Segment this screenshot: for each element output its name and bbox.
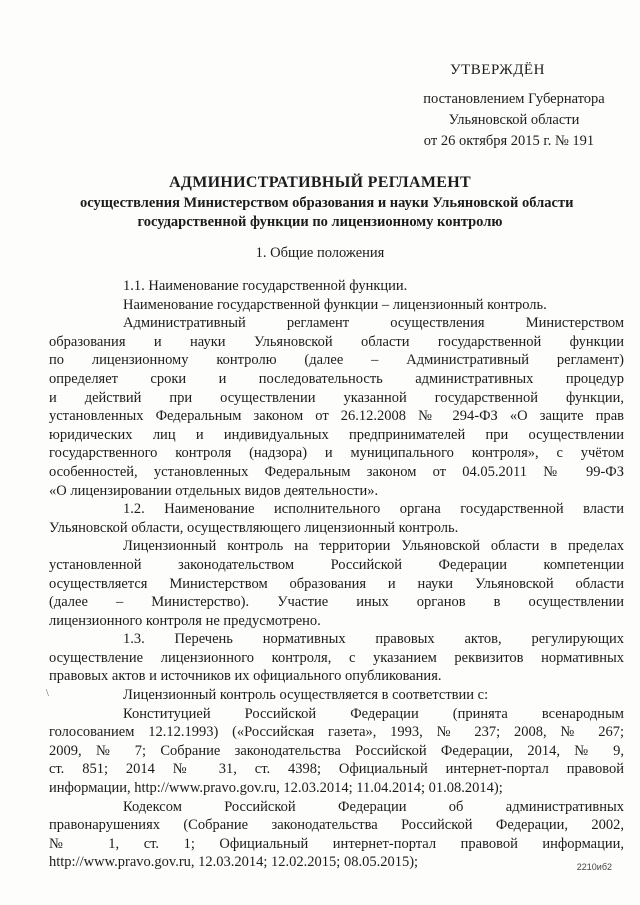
paragraph-line: «О лицензировании отдельных видов деятельности». bbox=[49, 482, 379, 499]
approval-line-1: постановлением Губернатора bbox=[423, 91, 605, 107]
approval-heading: УТВЕРЖДЁН bbox=[450, 62, 545, 78]
paragraph-line: правовых актов и источников их официального опубликования. bbox=[49, 668, 442, 685]
paragraph-line: Лицензионный контроль осуществляется в соответствии с: bbox=[123, 687, 489, 704]
paragraph bbox=[49, 798, 624, 872]
paragraph-line: Лицензионный контроль на территории Ульяновской области в пределах bbox=[123, 538, 624, 555]
paragraph-line: голосованием 12.12.1993) («Российская газета», 1993, № 237; 2008, № 267; bbox=[49, 724, 624, 741]
paragraph bbox=[49, 705, 624, 798]
title-subtitle-2: государственной функции по лицензионному контролю bbox=[137, 214, 503, 230]
paragraph-line: правонарушениях (Собрание законодательства Российской Федерации, 2002, bbox=[49, 817, 624, 834]
paragraph-line: установленных Федеральным законом от 26.12.2008 № 294-ФЗ «О защите прав bbox=[49, 408, 624, 425]
paragraph-line: ст. 851; 2014 № 31, ст. 4398; Официальный интернет-портал правовой bbox=[49, 761, 624, 778]
title-subtitle-1: осуществления Министерством образования и науки Ульяновской области bbox=[80, 195, 574, 211]
paragraph bbox=[86, 277, 624, 296]
paragraph-line: 1.3. Перечень нормативных правовых актов, регулирующих bbox=[123, 631, 624, 648]
paragraph bbox=[86, 686, 624, 705]
paragraph-line: (далее – Министерство). Участие иных органов в осуществлении bbox=[49, 594, 624, 611]
paragraph bbox=[49, 537, 624, 630]
paragraph-line: Конституцией Российской Федерации (принята всенародным bbox=[123, 705, 624, 722]
paragraph-line: Административный регламент осуществления Министерством bbox=[123, 315, 624, 332]
paragraph bbox=[49, 630, 624, 686]
paragraph-line: образования и науки Ульяновской области государственной функции bbox=[49, 333, 624, 350]
paragraph-line: определяет сроки и последовательность административных процедур bbox=[49, 370, 624, 387]
approval-stamp bbox=[404, 60, 624, 152]
paragraph-line: Ульяновской области, осуществляющего лицензионный контроль. bbox=[49, 519, 459, 536]
paragraph-line: http://www.pravo.gov.ru, 12.03.2014; 12.02.2015; 08.05.2015); bbox=[49, 854, 419, 871]
paragraph-line: осуществляется Министерством образования и науки Ульяновской области bbox=[49, 575, 624, 592]
section-heading: 1. Общие положения bbox=[255, 245, 385, 261]
paragraph-line: юридических лиц и индивидуальных предпринимателей при осуществлении bbox=[49, 426, 624, 443]
paragraph bbox=[49, 500, 624, 537]
approval-line-2: Ульяновской области bbox=[448, 112, 580, 128]
paragraph-line: осуществление лицензионного контроля, с указанием реквизитов нормативных bbox=[49, 649, 624, 666]
paragraph bbox=[49, 314, 624, 500]
paragraph-line: № 1, ст. 1; Официальный интернет-портал правовой информации, bbox=[49, 835, 624, 852]
paragraph-line: установленной законодательством Российской Федерации компетенции bbox=[49, 556, 624, 573]
paragraph-line: 2009, № 7; Собрание законодательства Российской Федерации, 2014, № 9, bbox=[49, 742, 624, 759]
paragraph-line: лицензионного контроля не предусмотрено. bbox=[49, 612, 321, 629]
paragraph-line: государственного контроля (надзора) и муниципального контроля», с учётом bbox=[49, 445, 624, 462]
paragraph-line: информации, http://www.pravo.gov.ru, 12.03.2014; 11.04.2014; 01.08.2014); bbox=[49, 780, 503, 797]
footer-code: 2210иб2 bbox=[576, 862, 612, 872]
approval-line-3: от 26 октября 2015 г. № 191 bbox=[423, 133, 595, 149]
paragraph-line: Кодексом Российской Федерации об административных bbox=[123, 798, 624, 815]
paragraph-line: особенностей, установленных Федеральным законом от 04.05.2011 № 99-ФЗ bbox=[49, 463, 624, 480]
title-main: АДМИНИСТРАТИВНЫЙ РЕГЛАМЕНТ bbox=[169, 174, 471, 191]
paragraph-line: 1.2. Наименование исполнительного органа государственной власти bbox=[123, 501, 624, 518]
paragraph-line: и действий при осуществлении указанной государственной функции, bbox=[49, 389, 624, 406]
paragraph bbox=[86, 296, 624, 315]
paragraph-line: 1.1. Наименование государственной функции. bbox=[123, 278, 408, 294]
paragraph-line: по лицензионному контролю (далее – Административный регламент) bbox=[49, 352, 624, 369]
paragraph-line: Наименование государственной функции – лицензионный контроль. bbox=[123, 296, 547, 313]
document-title bbox=[80, 172, 574, 232]
margin-mark: \ bbox=[46, 688, 49, 699]
document-body bbox=[49, 277, 624, 872]
